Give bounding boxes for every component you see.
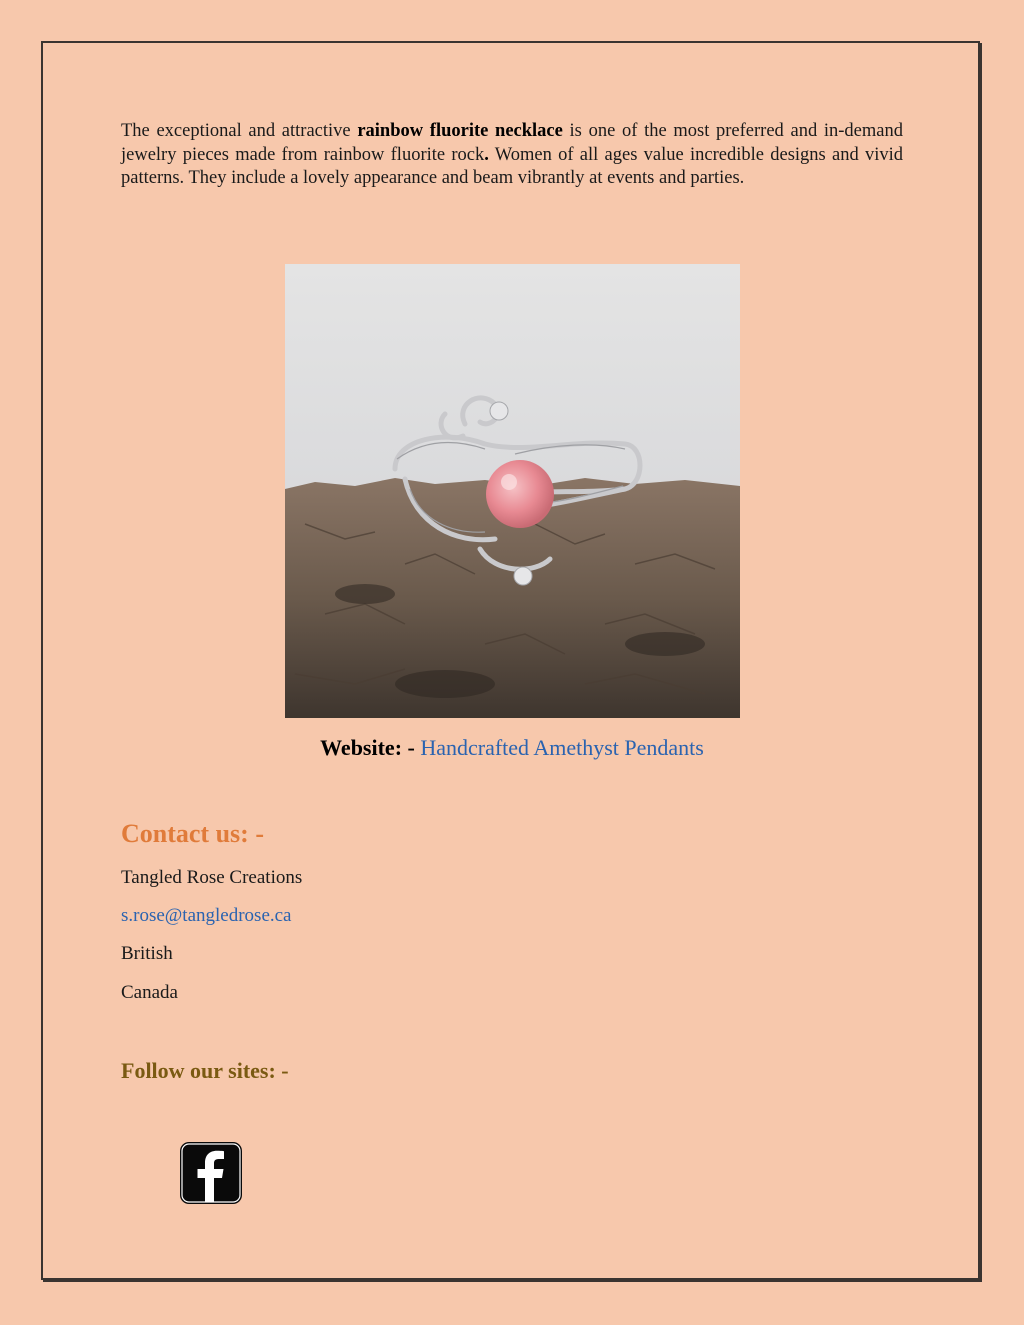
facebook-icon[interactable] [180, 1142, 242, 1204]
intro-text-1: The exceptional and attractive [121, 121, 358, 141]
contact-email-link[interactable]: s.rose@tangledrose.ca [121, 905, 292, 926]
intro-period: . [484, 144, 489, 165]
product-photo [285, 264, 740, 718]
intro-text-2: is one of the most preferred and in-demand jewelry pieces made from rainbow fluorite rock [121, 121, 903, 165]
contact-heading: Contact us: - [121, 819, 264, 848]
website-link[interactable]: Handcrafted Amethyst Pendants [420, 735, 704, 760]
website-line [0, 733, 1024, 763]
intro-paragraph [121, 120, 903, 191]
contact-country: Canada [121, 982, 178, 1003]
intro-text-3: Women of all ages value incredible designs and vivid patterns. They include a lovely appearance and beam vibrantly at events and parties. [121, 144, 903, 188]
contact-region: British [121, 943, 173, 964]
follow-heading: Follow our sites: - [121, 1058, 289, 1083]
intro-keyword: rainbow fluorite necklace [357, 121, 563, 141]
company-name: Tangled Rose Creations [121, 867, 303, 888]
website-label: Website: - [320, 735, 415, 760]
